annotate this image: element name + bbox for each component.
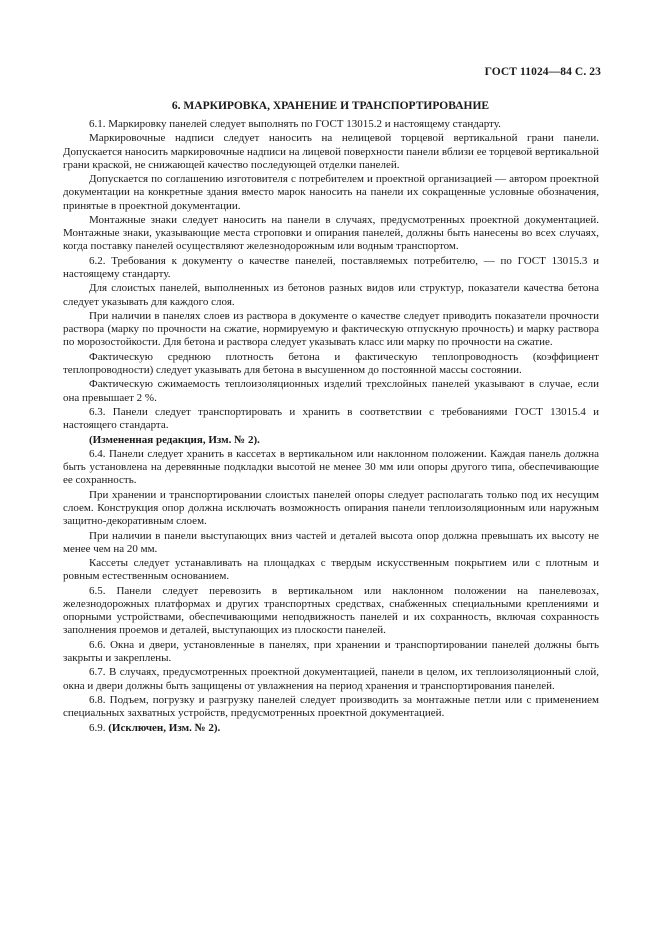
page-header: ГОСТ 11024—84 С. 23: [484, 66, 601, 78]
amendment-note: (Измененная редакция, Изм. № 2).: [89, 433, 260, 446]
paragraph: При наличии в панели выступающих вниз частей и деталей высота опор должна превышать их высоту не менее чем на 20 мм.: [63, 529, 599, 555]
paragraph-6-2: 6.2. Требования к документу о качестве панелей, поставляемых потребителю, — по ГОСТ 13015.3 и настоящему стандарту.: [63, 254, 599, 280]
paragraph: Кассеты следует устанавливать на площадках с твердым искусственным покрытием или с плотным и ровным естественным основанием.: [63, 557, 599, 583]
document-body: [63, 118, 599, 736]
paragraph: При наличии в панелях слоев из раствора в документе о качестве следует приводить показатели прочности раствора (марку по прочности на сжатие, нормируемую и фактическую отпускную прочность) и марку раствора по морозостойкости. Для бетона и раствора следует указывать класс или марку по прочности на сжатие.: [63, 309, 599, 349]
paragraph-6-7: 6.7. В случаях, предусмотренных проектной документацией, панели в целом, их теплоизоляционный слой, окна и двери должны быть защищены от увлажнения на период хранения и транспортирования панелей.: [63, 666, 599, 692]
paragraph: Фактическую среднюю плотность бетона и фактическую теплопроводность (коэффициент теплопроводности) следует указывать для бетона в высушенном до постоянной массы состоянии.: [63, 350, 599, 376]
excluded-note: (Исключен, Изм. № 2).: [108, 721, 221, 734]
paragraph: Для слоистых панелей, выполненных из бетонов разных видов или структур, показатели качества бетона следует указывать для каждого слоя.: [63, 282, 599, 308]
paragraph-6-3: 6.3. Панели следует транспортировать и хранить в соответствии с требованиями ГОСТ 13015.4 и настоящего стандарта.: [63, 405, 599, 432]
paragraph: Маркировочные надписи следует наносить на нелицевой торцевой вертикальной грани панели. Допускается наносить маркировочные надписи на лицевой поверхности панели вблизи ее торцевой вертикальной грани краской, не снижающей качество последующей отделки панелей.: [63, 132, 599, 171]
section-title: 6. МАРКИРОВКА, ХРАНЕНИЕ И ТРАНСПОРТИРОВАНИЕ: [171, 100, 490, 112]
paragraph-6-1: 6.1. Маркировку панелей следует выполнять по ГОСТ 13015.2 и настоящему стандарту.: [89, 118, 501, 130]
paragraph: Монтажные знаки следует наносить на панели в случаях, предусмотренных проектной документацией. Монтажные знаки, указывающие места строповки и опирания панелей, должны быть нанесены во всех случаях, когда поставку панелей осуществляют железнодорожным или водным транспортом.: [63, 213, 599, 253]
paragraph: При хранении и транспортировании слоистых панелей опоры следует располагать только под их несущим слоем. Конструкция опор должна исключать возможность опирания панели теплоизоляционным или наружным защитно-декоративным слоем.: [63, 488, 599, 528]
paragraph-6-6: 6.6. Окна и двери, установленные в панелях, при хранении и транспортировании панелей должны быть закрыты и закреплены.: [63, 638, 599, 664]
paragraph-6-5: 6.5. Панели следует перевозить в вертикальном или наклонном положении на панелевозах, железнодорожных платформах и других транспортных средствах, снабженных специальными креплениями и опорными устройствами, обеспечивающими неподвижность панелей и их сохранность, включая сохранность заполнения проемов и деталей, выступающих из плоскости панелей.: [63, 584, 599, 637]
paragraph-6-8: 6.8. Подъем, погрузку и разгрузку панелей следует производить за монтажные петли или с применением специальных захватных устройств, предусмотренных проектной документацией.: [63, 693, 599, 720]
paragraph-6-9: [63, 722, 599, 735]
paragraph-6-4: 6.4. Панели следует хранить в кассетах в вертикальном или наклонном положении. Каждая панель должна быть установлена на деревянные подкладки высотой не менее 30 мм или опоры другого типа, обеспечивающие ее сохранность.: [63, 447, 599, 487]
paragraph-number: 6.9.: [89, 721, 106, 734]
paragraph: Фактическую сжимаемость теплоизоляционных изделий трехслойных панелей указывают в случае, если она превышает 2 %.: [63, 378, 599, 404]
paragraph: Допускается по соглашению изготовителя с потребителем и проектной организацией — автором проектной документации на конкретные здания вместо марок наносить на панели их сокращенные условные обозначения, принятые в проектной документации.: [63, 173, 599, 212]
